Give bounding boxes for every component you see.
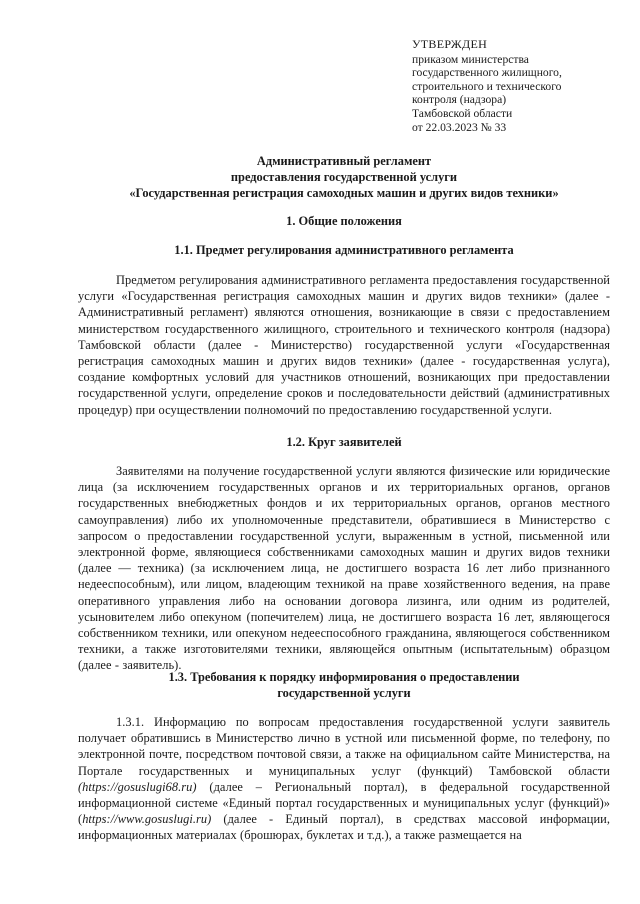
subsection-1-2-heading: 1.2. Круг заявителей (286, 435, 402, 449)
approval-line: от 22.03.2023 № 33 (412, 120, 507, 134)
subsection-1-2-text: Заявителями на получение государственной услуги являются физические или юридические лица (за исключением государственных органов и их территориальных органов, органов государственных внебюджетных фондов и их территориальных органов, органов местного самоуправления) либо их уполномоченные представители, обратившиеся в Министерство с запросом о предоставлении государственной услуги, выраженным в устной, письменной или электронной форме, являющиеся собственниками самоходных машин и других видов техники (далее — техника) (за исключением лица, не достигшего возраста 16 лет либо признанного недееспособным), или лицом, владеющим техникой на праве хозяйственного ведения, на праве оперативного управления либо на основании договора лизинга, или одним из родителей, усыновителем либо опекуном (попечителем) лица, не достигшего возраста 16 лет, являющегося собственником техники, или опекуном недееспособного гражданина, являющегося собственником техники, а также изготовителями техники, являющейся опытным (испытательным) образцом (далее - заявитель). (78, 464, 610, 673)
section-1-heading: 1. Общие положения (286, 214, 402, 228)
title-line-3: «Государственная регистрация самоходных машин и других видов техники» (129, 186, 559, 200)
approval-line: строительного и технического (412, 79, 562, 93)
approval-stamp (412, 38, 562, 134)
text-segment: 1.3.1. Информацию по вопросам предоставления государственной услуги заявитель получает обратившись в Министерство лично в устной или письменной форме, по телефону, по электронной почте, посредством почтовой связи, а также на официальном сайте Министерства, на Портале государственных и муниципальных услуг (функций) Тамбовской области (78, 715, 610, 778)
subsection-1-3-heading (78, 669, 610, 701)
subsection-1-3-heading-line-1: 1.3. Требования к порядку информирования о предоставлении (168, 670, 520, 684)
regional-portal-link[interactable]: (https://gosuslugi68.ru) (78, 779, 197, 794)
subsection-1-1-heading: 1.1. Предмет регулирования административного регламента (174, 243, 514, 257)
title-line-2: предоставления государственной услуги (230, 170, 458, 184)
subsection-1-3-text (78, 714, 610, 844)
subsection-1-3-heading-line-2: государственной услуги (277, 686, 411, 700)
approval-line: контроля (надзора) (412, 93, 507, 107)
text-segment: (далее - Единый портал), в средствах массовой информации, информационных материалах (брошюрах, буклетах и т.д.), а также размещается на (78, 812, 610, 843)
unified-portal-link[interactable]: https://www.gosuslugi.ru) (82, 812, 212, 827)
title-line-1: Административный регламент (256, 154, 432, 168)
approval-line: государственного жилищного, (412, 66, 562, 80)
approval-line: приказом министерства (412, 52, 529, 66)
approval-line: Тамбовской области (412, 106, 513, 120)
approval-heading: УТВЕРЖДЕН (412, 37, 488, 51)
subsection-1-1-text: Предметом регулирования административного регламента предоставления государственной услуги «Государственная регистрация самоходных машин и других видов техники» (далее - Административный регламент) являются отношения, возникающие в связи с предоставлением министерством государственного жилищного, строительного и технического контроля (надзора) Тамбовской области (далее - Министерство) государственной услуги «Государственная регистрация самоходных машин и других видов техники» (далее - государственная услуга), создание комфортных условий для участников отношений, возникающих при предоставлении государственной услуги, определение сроков и последовательности действий (административных процедур) при осуществлении полномочий по предоставлению государственной услуги. (78, 273, 610, 417)
text-segment: (далее – Региональный портал), в федеральной государственной информационной системе «Единый портал государственных и муниципальных услуг (функций)» ( (78, 779, 610, 827)
document-title (78, 153, 610, 201)
